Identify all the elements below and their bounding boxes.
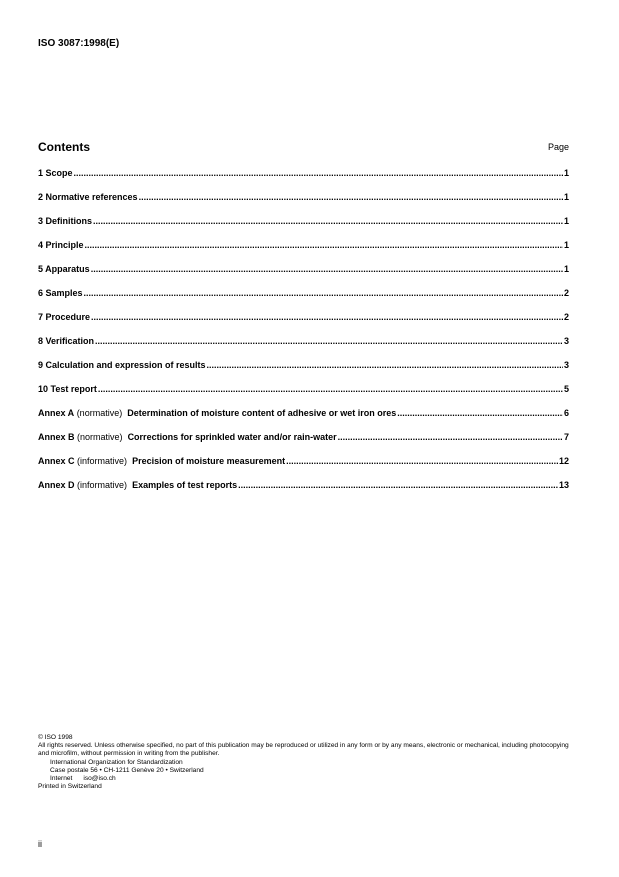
dot-leader bbox=[84, 288, 563, 299]
toc-entry-page: 1 bbox=[563, 168, 569, 178]
toc-entry[interactable] bbox=[38, 312, 569, 336]
toc-entry-page: 12 bbox=[558, 456, 569, 466]
toc-entry-page: 3 bbox=[563, 336, 569, 346]
copyright-line: © ISO 1998 bbox=[38, 734, 73, 741]
toc-entry-page: 2 bbox=[563, 312, 569, 322]
toc-entry-number: 2 Normative references bbox=[38, 192, 138, 202]
toc-entry-page: 5 bbox=[563, 384, 569, 394]
toc-entry-title bbox=[38, 192, 138, 203]
toc-entry-number: 6 Samples bbox=[38, 288, 83, 298]
toc-entry-page: 7 bbox=[563, 432, 569, 442]
toc-entry[interactable] bbox=[38, 336, 569, 360]
toc-entry[interactable] bbox=[38, 168, 569, 192]
toc-entry[interactable] bbox=[38, 240, 569, 264]
toc-entry-title bbox=[38, 216, 92, 227]
toc-entry[interactable] bbox=[38, 432, 569, 456]
toc-entry-annex-type: (normative) bbox=[77, 432, 123, 442]
toc-entry-annex-type: (informative) bbox=[77, 480, 128, 490]
toc-entry-number: 8 Verification bbox=[38, 336, 95, 346]
toc-entry-number: 3 Definitions bbox=[38, 216, 93, 226]
toc-entry-annex-type: (normative) bbox=[76, 408, 123, 418]
toc-entry[interactable] bbox=[38, 192, 569, 216]
toc-entry-title bbox=[38, 288, 83, 299]
dot-leader bbox=[338, 432, 563, 443]
printed-in: Printed in Switzerland bbox=[38, 783, 102, 791]
toc-entry-page: 3 bbox=[563, 360, 569, 370]
rights-statement: All rights reserved. Unless otherwise specified, no part of this publication may be reproduced or utilized in any form or by any means, electronic or mechanical, including photocopying and microfilm, without permission in writing from the publisher. bbox=[38, 742, 569, 758]
toc-entry-number: Annex A bbox=[38, 408, 75, 418]
dot-leader bbox=[207, 360, 563, 371]
copyright-notice bbox=[38, 734, 578, 791]
page-number: ii bbox=[38, 839, 42, 849]
toc-entry-number: 5 Apparatus bbox=[38, 264, 90, 274]
toc-entry[interactable] bbox=[38, 288, 569, 312]
toc-entry-page: 1 bbox=[563, 192, 569, 202]
toc-entry-annex-type: (informative) bbox=[77, 456, 128, 466]
toc-entry[interactable] bbox=[38, 216, 569, 240]
dot-leader bbox=[91, 312, 563, 323]
dot-leader bbox=[95, 336, 563, 347]
toc-entry-number: Annex C bbox=[38, 456, 75, 466]
internet-line bbox=[38, 775, 578, 783]
dot-leader bbox=[74, 168, 563, 179]
toc-entry-number: 1 Scope bbox=[38, 168, 73, 178]
toc-entry-title bbox=[38, 240, 84, 251]
toc-entry-title bbox=[38, 456, 285, 467]
toc-entry-number: Annex D bbox=[38, 480, 75, 490]
toc-entry-title bbox=[38, 264, 90, 275]
toc-entry-page: 13 bbox=[558, 480, 569, 490]
organization-address: Case postale 56 • CH-1211 Genève 20 • Switzerland bbox=[50, 766, 204, 774]
dot-leader bbox=[286, 456, 558, 467]
toc-entry[interactable] bbox=[38, 408, 569, 432]
contents-title: Contents bbox=[38, 140, 90, 154]
toc-entry-number: Annex B bbox=[38, 432, 75, 442]
toc-entry-annex-title: Determination of moisture content of adhesive or wet iron ores bbox=[127, 408, 397, 418]
toc-entry-title bbox=[38, 408, 396, 419]
dot-leader bbox=[397, 408, 563, 419]
toc-entry-title bbox=[38, 168, 73, 179]
toc-entry-title bbox=[38, 384, 97, 395]
toc-entry-annex-title: Corrections for sprinkled water and/or rain-water bbox=[127, 432, 337, 442]
internet-email: iso@iso.ch bbox=[83, 775, 116, 783]
toc-entry[interactable] bbox=[38, 264, 569, 288]
dot-leader bbox=[98, 384, 563, 395]
toc-entry-number: 9 Calculation and expression of results bbox=[38, 360, 206, 370]
toc-entry-page: 6 bbox=[563, 408, 569, 418]
toc-entry-annex-title: Examples of test reports bbox=[132, 480, 238, 490]
toc-entry-title bbox=[38, 360, 206, 371]
toc-entry[interactable] bbox=[38, 480, 569, 504]
toc-entry[interactable] bbox=[38, 360, 569, 384]
dot-leader bbox=[93, 216, 563, 227]
toc-entry-number: 10 Test report bbox=[38, 384, 97, 394]
toc-entry-number: 4 Principle bbox=[38, 240, 84, 250]
dot-leader bbox=[91, 264, 563, 275]
dot-leader bbox=[85, 240, 563, 251]
internet-label: Internet bbox=[50, 775, 73, 783]
dot-leader bbox=[238, 480, 558, 491]
toc-entry-title bbox=[38, 336, 94, 347]
document-header: ISO 3087:1998(E) bbox=[38, 38, 120, 49]
organization-name: International Organization for Standardization bbox=[50, 758, 183, 766]
toc-entry[interactable] bbox=[38, 456, 569, 480]
toc-entry-title bbox=[38, 480, 237, 491]
table-of-contents bbox=[38, 168, 569, 504]
toc-entry-page: 1 bbox=[563, 240, 569, 250]
toc-entry-page: 1 bbox=[563, 264, 569, 274]
toc-entry-number: 7 Procedure bbox=[38, 312, 91, 322]
page-column-label: Page bbox=[547, 142, 569, 152]
toc-entry-page: 1 bbox=[563, 216, 569, 226]
toc-entry-title bbox=[38, 432, 337, 443]
dot-leader bbox=[139, 192, 563, 203]
toc-entry-annex-title: Precision of moisture measurement bbox=[132, 456, 286, 466]
toc-entry[interactable] bbox=[38, 384, 569, 408]
toc-entry-title bbox=[38, 312, 90, 323]
toc-entry-page: 2 bbox=[563, 288, 569, 298]
